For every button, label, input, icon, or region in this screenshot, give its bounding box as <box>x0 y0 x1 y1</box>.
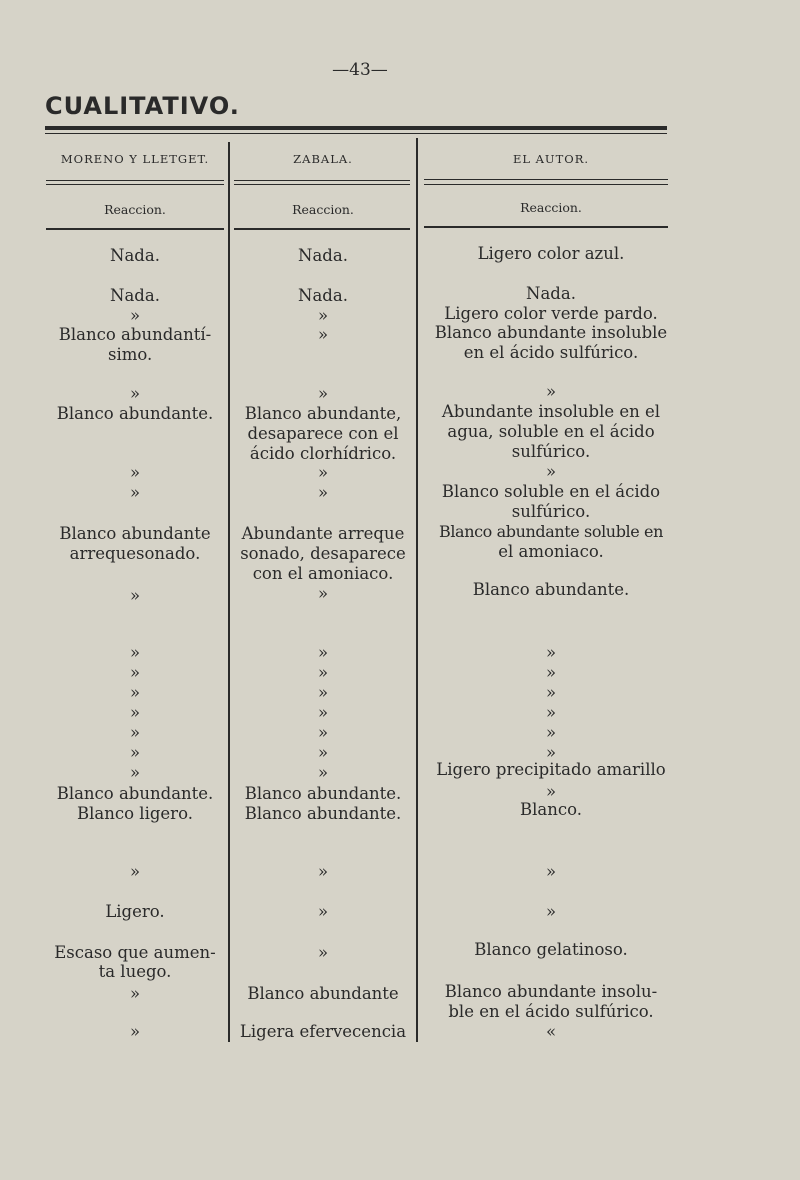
c1-row-20: » <box>129 862 141 881</box>
c1-row-17: » <box>129 763 141 782</box>
subheader-1: Reaccion. <box>104 202 166 217</box>
c2-row-9b: sonado, desaparece <box>240 544 406 563</box>
c2-row-6c: ácido clorhídrico. <box>249 444 397 463</box>
title-rule-thick <box>45 126 667 130</box>
c3-row-2: Nada. <box>526 284 576 303</box>
c2-row-12: » <box>317 663 329 682</box>
c1-row-8: » <box>129 483 141 502</box>
column-divider-2 <box>416 138 418 1042</box>
c1-row-22b: ta luego. <box>98 962 172 981</box>
c1-row-19: Blanco ligero. <box>77 804 193 823</box>
c3-row-15: » <box>545 723 557 742</box>
c2-row-8: » <box>317 483 329 502</box>
c3-row-21: » <box>545 902 557 921</box>
c3-row-7: » <box>545 462 557 481</box>
c1-row-21: Ligero. <box>105 902 165 921</box>
c1-row-4a: Blanco abundantí- <box>58 325 212 344</box>
c3-row-8b: sulfúrico. <box>511 502 591 521</box>
c1-row-22a: Escaso que aumen- <box>54 943 216 962</box>
c3-row-4b: en el ácido sulfúrico. <box>463 343 639 362</box>
subheader-rule-1 <box>46 228 224 230</box>
subheader-3: Reaccion. <box>520 200 582 215</box>
c2-row-22: » <box>317 943 329 962</box>
c2-row-9a: Abundante arreque <box>241 524 405 543</box>
c2-row-4: » <box>317 325 329 344</box>
c3-row-18: » <box>545 782 557 801</box>
c1-row-14: » <box>129 703 141 722</box>
c3-row-23a: Blanco abundante insolu- <box>444 982 658 1001</box>
c2-row-18: Blanco abundante. <box>244 784 402 803</box>
page-number: —43— <box>332 60 388 80</box>
c3-row-14: » <box>545 703 557 722</box>
c3-row-1: Ligero color azul. <box>477 244 625 263</box>
c3-row-5: » <box>545 382 557 401</box>
c2-row-19: Blanco abundante. <box>244 804 402 823</box>
c3-row-12: » <box>545 663 557 682</box>
c1-row-5: » <box>129 384 141 403</box>
c1-row-13: » <box>129 683 141 702</box>
c1-row-11: » <box>129 643 141 662</box>
c3-row-19: Blanco. <box>520 800 582 819</box>
c1-row-24: » <box>129 1022 141 1041</box>
c1-row-9a: Blanco abundante <box>59 524 211 543</box>
c1-row-9b: arrequesonado. <box>69 544 201 563</box>
c3-row-11: » <box>545 643 557 662</box>
header-rule-1b <box>46 184 224 185</box>
c2-row-24: Ligera efervecencia <box>239 1022 407 1041</box>
header-rule-1a <box>46 180 224 181</box>
c3-row-24: « <box>545 1022 557 1041</box>
c2-row-17: » <box>317 763 329 782</box>
c1-row-18: Blanco abundante. <box>56 784 214 803</box>
c1-row-12: » <box>129 663 141 682</box>
title-rule-thin <box>45 133 667 134</box>
c2-row-2: Nada. <box>298 286 348 305</box>
subheader-2: Reaccion. <box>292 202 354 217</box>
c3-row-13: » <box>545 683 557 702</box>
c2-row-5: » <box>317 384 329 403</box>
c2-row-20: » <box>317 862 329 881</box>
c2-row-21: » <box>317 902 329 921</box>
c3-row-17: Ligero precipitado amarillo <box>436 760 666 779</box>
header-autor: EL AUTOR. <box>512 152 590 166</box>
c3-row-6c: sulfúrico. <box>511 442 591 461</box>
c1-row-15: » <box>129 723 141 742</box>
c3-row-22: Blanco gelatinoso. <box>474 940 628 959</box>
c2-row-23: Blanco abundante <box>247 984 399 1003</box>
c1-row-3: » <box>129 306 141 325</box>
header-moreno: MORENO Y LLETGET. <box>60 152 210 166</box>
c3-row-9a: Blanco abundante soluble en <box>438 522 663 541</box>
subheader-rule-3 <box>424 226 668 228</box>
c1-row-7: » <box>129 463 141 482</box>
c3-row-6b: agua, soluble en el ácido <box>447 422 655 441</box>
c2-row-6a: Blanco abundante, <box>244 404 402 423</box>
c1-row-10: » <box>129 586 141 605</box>
c1-row-1: Nada. <box>110 246 160 265</box>
c1-row-16: » <box>129 743 141 762</box>
c3-row-16: » <box>545 743 557 762</box>
c2-row-6b: desaparece con el <box>247 424 399 443</box>
page-title: CUALITATIVO. <box>45 92 240 120</box>
c1-row-6: Blanco abundante. <box>56 404 214 423</box>
c3-row-8a: Blanco soluble en el ácido <box>441 482 661 501</box>
c2-row-14: » <box>317 703 329 722</box>
c2-row-11: » <box>317 643 329 662</box>
c2-row-10: » <box>317 584 329 603</box>
header-rule-3b <box>424 184 668 185</box>
c2-row-7: » <box>317 463 329 482</box>
header-rule-2b <box>234 184 410 185</box>
c2-row-16: » <box>317 743 329 762</box>
subheader-rule-2 <box>234 228 410 230</box>
c3-row-20: » <box>545 862 557 881</box>
header-rule-2a <box>234 180 410 181</box>
c2-row-13: » <box>317 683 329 702</box>
c3-row-4a: Blanco abundante insoluble <box>434 323 668 342</box>
header-rule-3a <box>424 179 668 180</box>
c1-row-4b: simo. <box>108 345 153 364</box>
header-zabala: ZABALA. <box>293 152 353 166</box>
c3-row-9b: el amoniaco. <box>498 542 604 561</box>
c3-row-23b: ble en el ácido sulfúrico. <box>448 1002 654 1021</box>
c1-row-2: Nada. <box>110 286 160 305</box>
c2-row-15: » <box>317 723 329 742</box>
c2-row-3: » <box>317 306 329 325</box>
c3-row-10: Blanco abundante. <box>472 580 630 599</box>
c1-row-23: » <box>129 984 141 1003</box>
c3-row-3: Ligero color verde pardo. <box>444 304 658 323</box>
c3-row-6a: Abundante insoluble en el <box>441 402 661 421</box>
c2-row-1: Nada. <box>298 246 348 265</box>
c2-row-9c: con el amoniaco. <box>252 564 394 583</box>
